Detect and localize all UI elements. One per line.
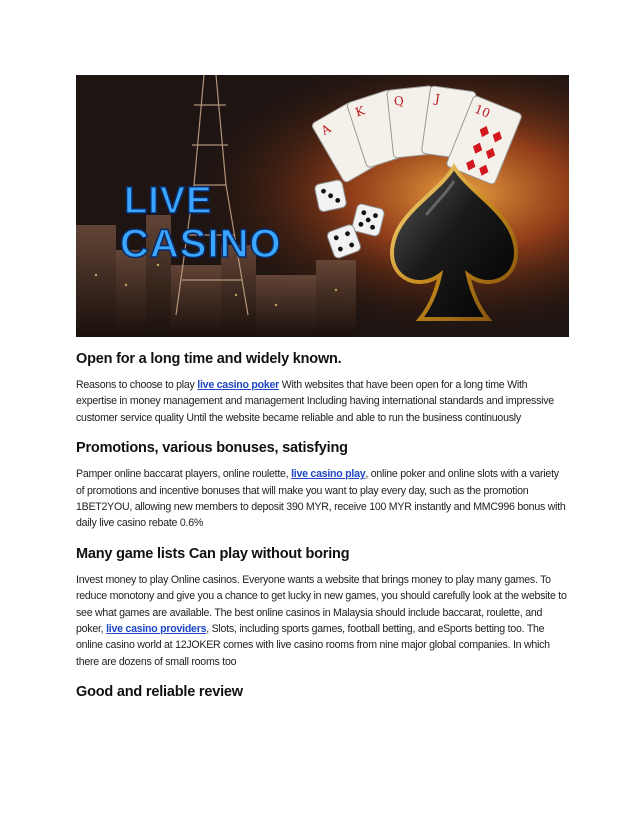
svg-text:Q: Q <box>393 93 405 109</box>
section-heading-promotions: Promotions, various bonuses, satisfying <box>76 440 348 457</box>
svg-text:A: A <box>318 121 334 138</box>
article-body <box>76 350 568 710</box>
logo-casino-text: CASINO <box>120 222 282 266</box>
section-paragraph-promotions <box>76 466 568 532</box>
paragraph-text: , online poker and online slots with a variety of promotions and incentive bonuses that will make you want to play every day, such as the promotion 1BET2YOU, allowing new members to deposit 390 MYR, receive 100 MYR instantly and MMC996 bonus with daily live casino rebate 0.6% <box>76 468 566 530</box>
live-casino-banner-image <box>76 75 569 337</box>
paragraph-text: Pamper online baccarat players, online roulette, <box>76 468 292 481</box>
paragraph-text: Invest money to play Online casinos. Everyone wants a website that brings money to play many games. To reduce monotony and give you a chance to get lucky in new games, you should carefully look at the website to see what games are available. The best online casinos in Malaysia should include baccarat, roulette, and poker, <box>76 573 567 636</box>
section-heading-many-game-lists: Many game lists Can play without boring <box>76 545 350 562</box>
link-live-casino-providers[interactable]: live casino providers <box>106 623 207 636</box>
paragraph-text: Reasons to choose to play <box>76 379 198 391</box>
svg-text:J: J <box>434 91 441 107</box>
section-paragraph-open-long-time <box>76 377 568 426</box>
svg-text:K: K <box>353 103 367 120</box>
link-live-casino-play[interactable]: live casino play <box>291 468 366 481</box>
logo-live-text: LIVE <box>124 180 213 222</box>
paragraph-text: With websites that have been open for a long time With expertise in money management and management Including having international standards and impressive customer service quality Until the website became reliable and able to run the business continuously <box>76 379 554 424</box>
section-heading-good-reliable-review: Good and reliable review <box>76 684 243 701</box>
section-heading-open-long-time: Open for a long time and widely known. <box>76 351 342 367</box>
section-paragraph-many-game-lists <box>76 572 568 670</box>
svg-text:10: 10 <box>472 101 493 121</box>
link-live-casino-poker[interactable]: live casino poker <box>197 379 280 391</box>
paragraph-text: , Slots, including sports games, football betting, and eSports betting too. The online casino world at 12JOKER comes with live casino rooms from nine major global companies. In which there are dozens of small rooms too <box>76 623 550 668</box>
banner-illustration <box>76 75 569 337</box>
